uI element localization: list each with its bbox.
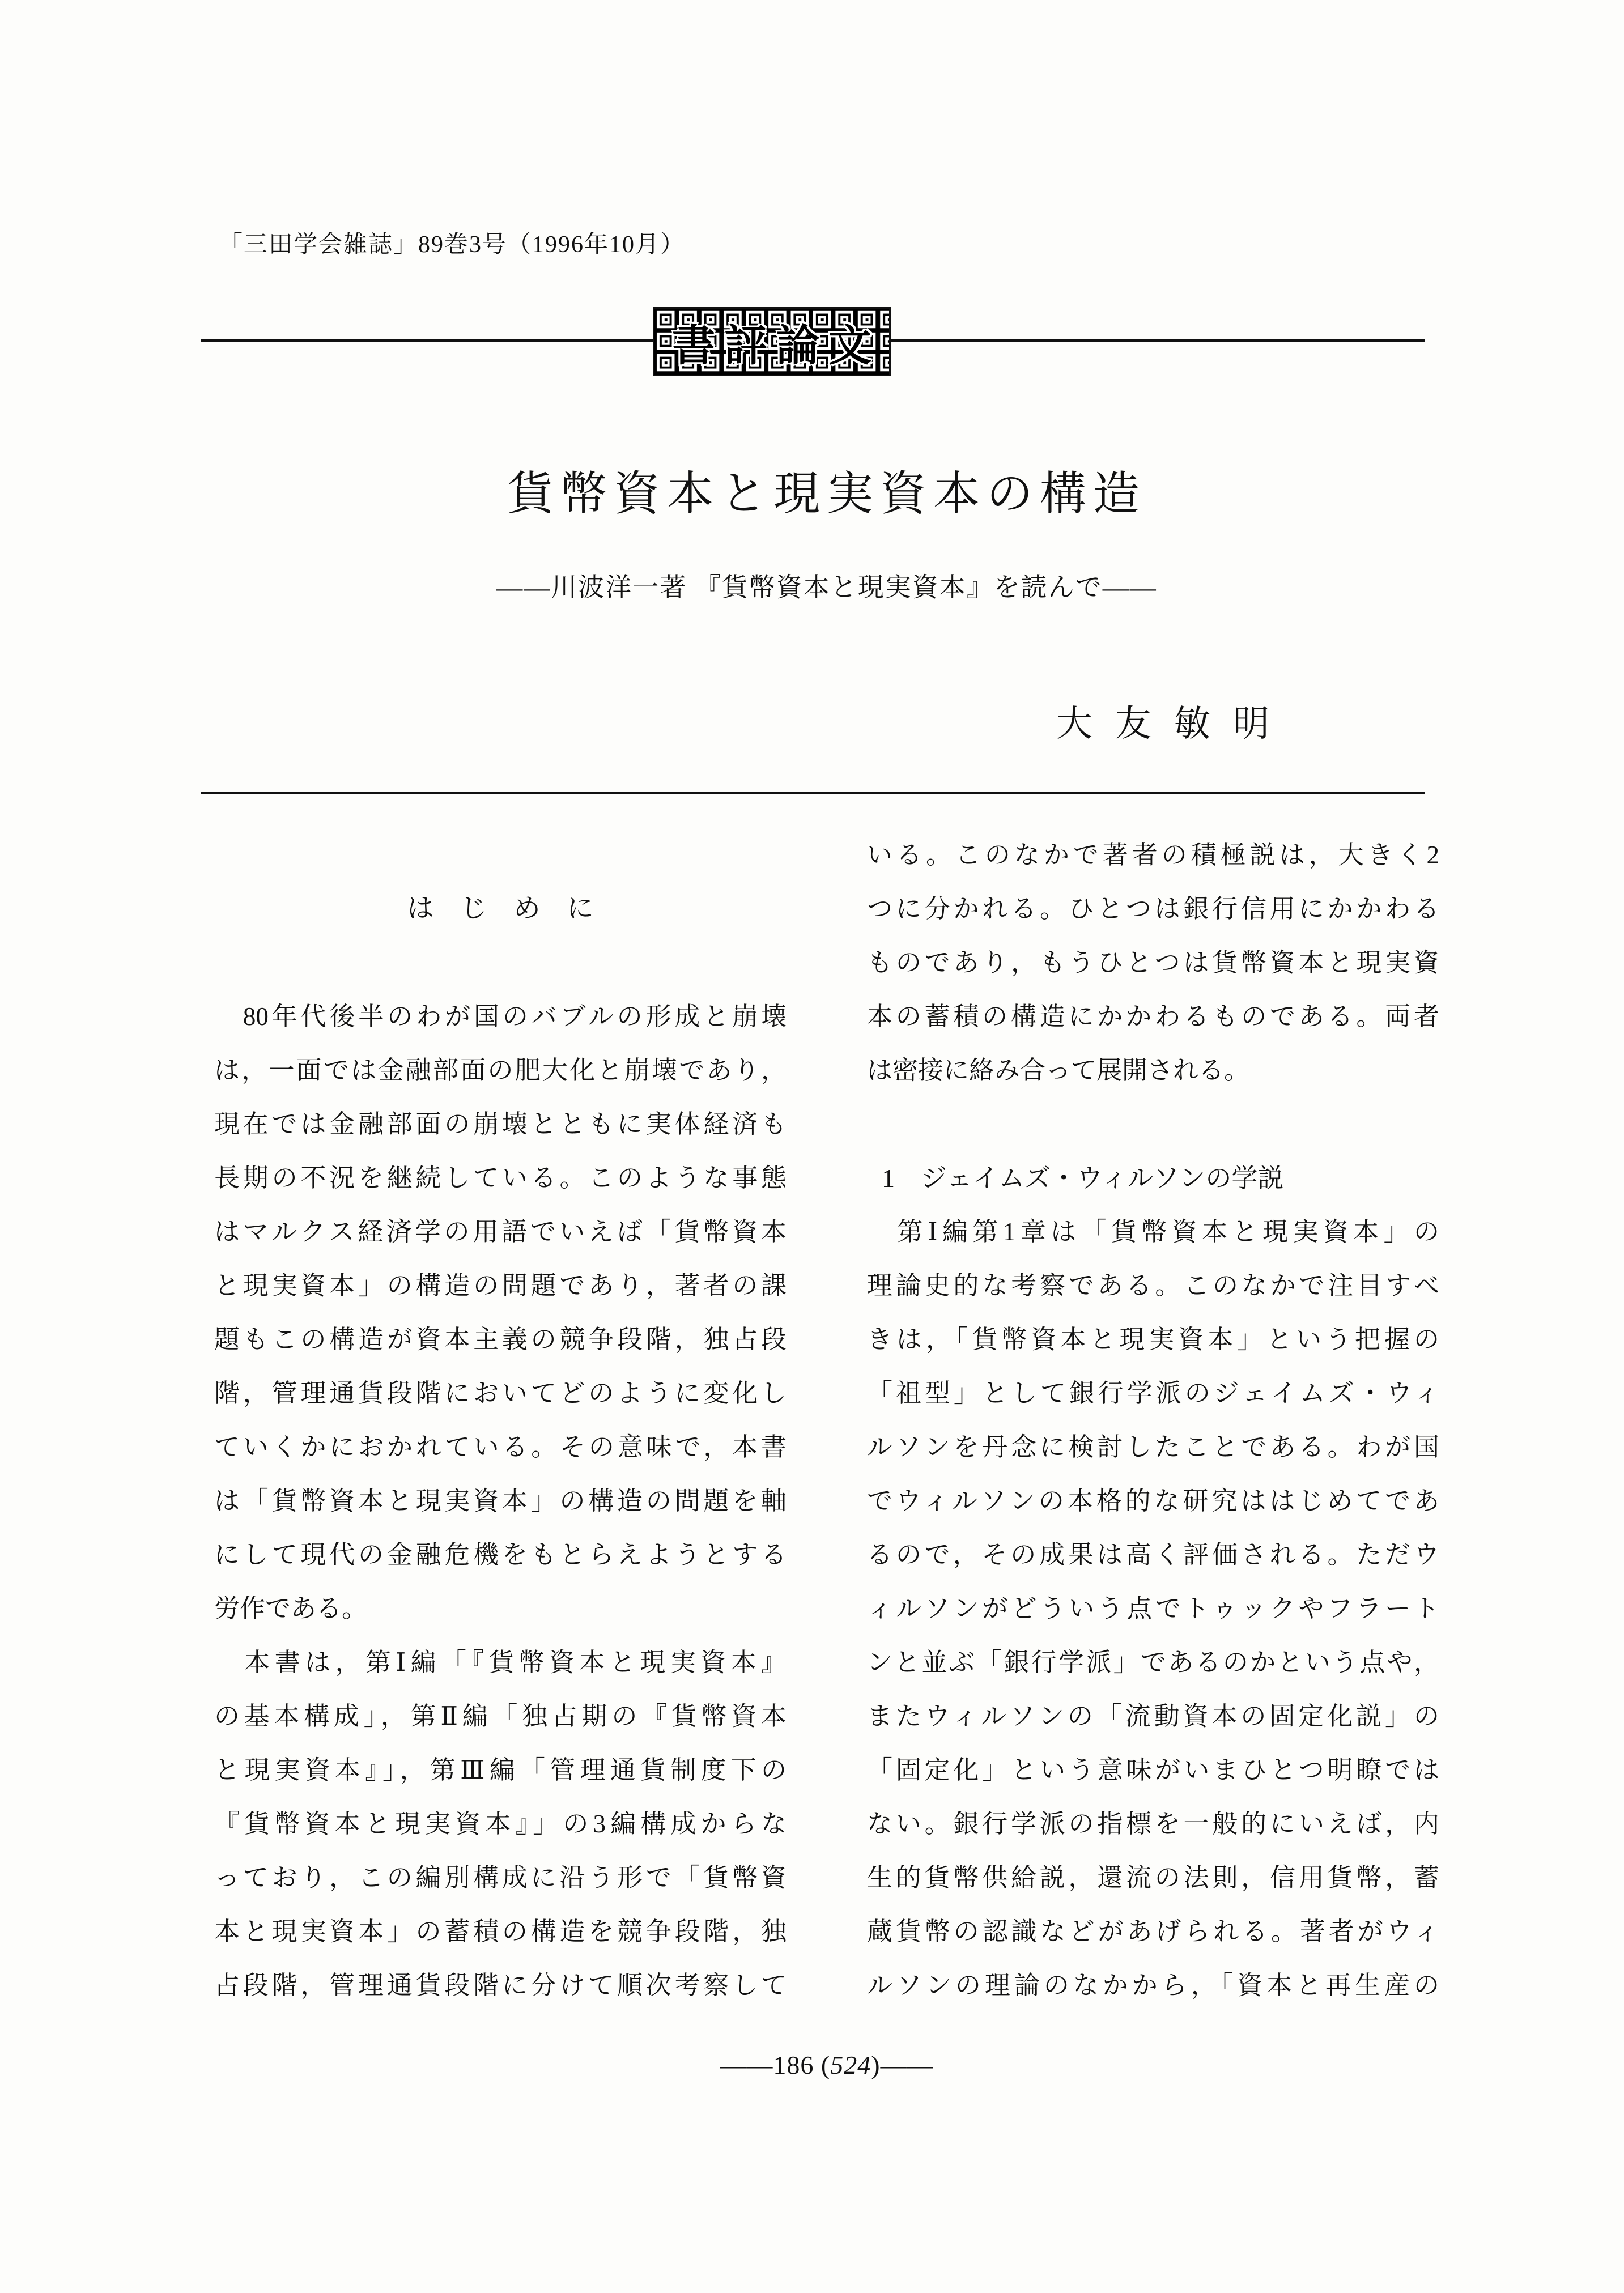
text-line: またウィルソンの「流動資本の固定化説」の xyxy=(867,1702,1439,1730)
text-line: つに分かれる。ひとつは銀行信用にかかわる xyxy=(867,895,1439,923)
text-line: 蔵貨幣の認識などがあげられる。著者がウィ xyxy=(867,1917,1439,1946)
text-line: いる。このなかで著者の積極説は，大きく2 xyxy=(867,841,1439,869)
section-heading xyxy=(214,882,787,936)
footer-suffix: )—— xyxy=(871,2050,934,2079)
text-line: 長期の不況を継続している。このような事態 xyxy=(214,1164,787,1192)
text-line: 本と現実資本」の蓄積の構造を競争段階，独 xyxy=(214,1917,787,1946)
section-heading-text: はじめに xyxy=(407,894,620,924)
text-line: と現実資本」の構造の問題であり，著者の課 xyxy=(214,1271,787,1300)
text-line: っており，この編別構成に沿う形で「貨幣資 xyxy=(214,1864,787,1892)
article-subtitle: ――川波洋一著 『貨幣資本と現実資本』を読んで―― xyxy=(496,573,1157,602)
footer-page-number-italic: 524 xyxy=(830,2050,871,2079)
section-heading xyxy=(867,1151,1439,1205)
text-line: きは，「貨幣資本と現実資本」という把握の xyxy=(867,1325,1439,1354)
text-line: でウィルソンの本格的な研究ははじめてであ xyxy=(867,1487,1439,1515)
text-line: 題もこの構造が資本主義の競争段階，独占段 xyxy=(214,1325,787,1354)
body-columns xyxy=(214,828,1439,2013)
page-footer xyxy=(214,2050,1439,2080)
text-line: ものであり，もうひとつは貨幣資本と現実資 xyxy=(867,948,1439,977)
text-line: の基本構成」，第Ⅱ編「独占期の『貨幣資本 xyxy=(214,1702,787,1730)
footer-prefix: ——186 ( xyxy=(720,2050,831,2079)
text-line: 『貨幣資本と現実資本』」の3編構成からな xyxy=(214,1810,787,1838)
right-column xyxy=(867,828,1439,2013)
text-line: はマルクス経済学の用語でいえば「貨幣資本 xyxy=(214,1218,787,1246)
text-line: るので，その成果は高く評価される。ただウ xyxy=(867,1541,1439,1569)
text-line: 第Ⅰ編第1章は「貨幣資本と現実資本」の xyxy=(867,1218,1439,1246)
text-line: ない。銀行学派の指標を一般的にいえば，内 xyxy=(867,1810,1439,1838)
author-name: 大友敏明 xyxy=(1056,704,1292,744)
author-rule xyxy=(201,792,1425,794)
stamp-label: 書評論文 xyxy=(672,322,881,370)
journal-issue-line: 「三田学会雑誌」89巻3号（1996年10月） xyxy=(219,232,686,258)
text-line: 生的貨幣供給説，還流の法則，信用貨幣，蓄 xyxy=(867,1864,1439,1892)
article-type-stamp xyxy=(653,307,891,376)
text-line: 理論史的な考察である。このなかで注目すべ xyxy=(867,1271,1439,1300)
text-line: にして現代の金融危機をもとらえようとする xyxy=(214,1541,787,1569)
author-line xyxy=(1056,695,1292,747)
text-line: 「固定化」という意味がいまひとつ明瞭では xyxy=(867,1756,1439,1784)
text-line: は密接に絡み合って展開される。 xyxy=(867,1056,1250,1084)
text-line: 本書は，第Ⅰ編「『貨幣資本と現実資本』 xyxy=(214,1648,787,1677)
blank-line xyxy=(214,828,787,882)
text-line: 現在では金融部面の崩壊とともに実体経済も xyxy=(214,1110,787,1138)
article-title: 貨幣資本と現実資本の構造 xyxy=(507,468,1146,520)
blank-line xyxy=(214,936,787,990)
left-column xyxy=(214,828,787,2013)
text-line: 階，管理通貨段階においてどのように変化し xyxy=(214,1379,787,1407)
text-line: ィルソンがどういう点でトゥックやフラート xyxy=(867,1594,1439,1623)
blank-line xyxy=(867,1097,1439,1151)
text-line: ルソンを丹念に検討したことである。わが国 xyxy=(867,1433,1439,1461)
text-line: 占段階，管理通貨段階に分けて順次考察して xyxy=(214,1971,787,2000)
text-line: は，一面では金融部面の肥大化と崩壊であり， xyxy=(214,1056,787,1084)
text-line: ルソンの理論のなかから，「資本と再生産の xyxy=(867,1971,1439,2000)
text-line: 「祖型」として銀行学派のジェイムズ・ウィ xyxy=(867,1379,1439,1407)
text-line: 本の蓄積の構造にかかわるものである。両者 xyxy=(867,1002,1439,1031)
text-line: 労作である。 xyxy=(214,1594,368,1623)
text-line: 80年代後半のわが国のバブルの形成と崩壊 xyxy=(214,1002,787,1031)
text-line: ていくかにおかれている。その意味で，本書 xyxy=(214,1433,787,1461)
text-line: ンと並ぶ「銀行学派」であるのかという点や， xyxy=(867,1648,1439,1677)
section-heading-text: 1 ジェイムズ・ウィルソンの学説 xyxy=(882,1164,1284,1193)
text-line: と現実資本』」，第Ⅲ編「管理通貨制度下の xyxy=(214,1756,787,1784)
text-line: は「貨幣資本と現実資本」の構造の問題を軸 xyxy=(214,1487,787,1515)
